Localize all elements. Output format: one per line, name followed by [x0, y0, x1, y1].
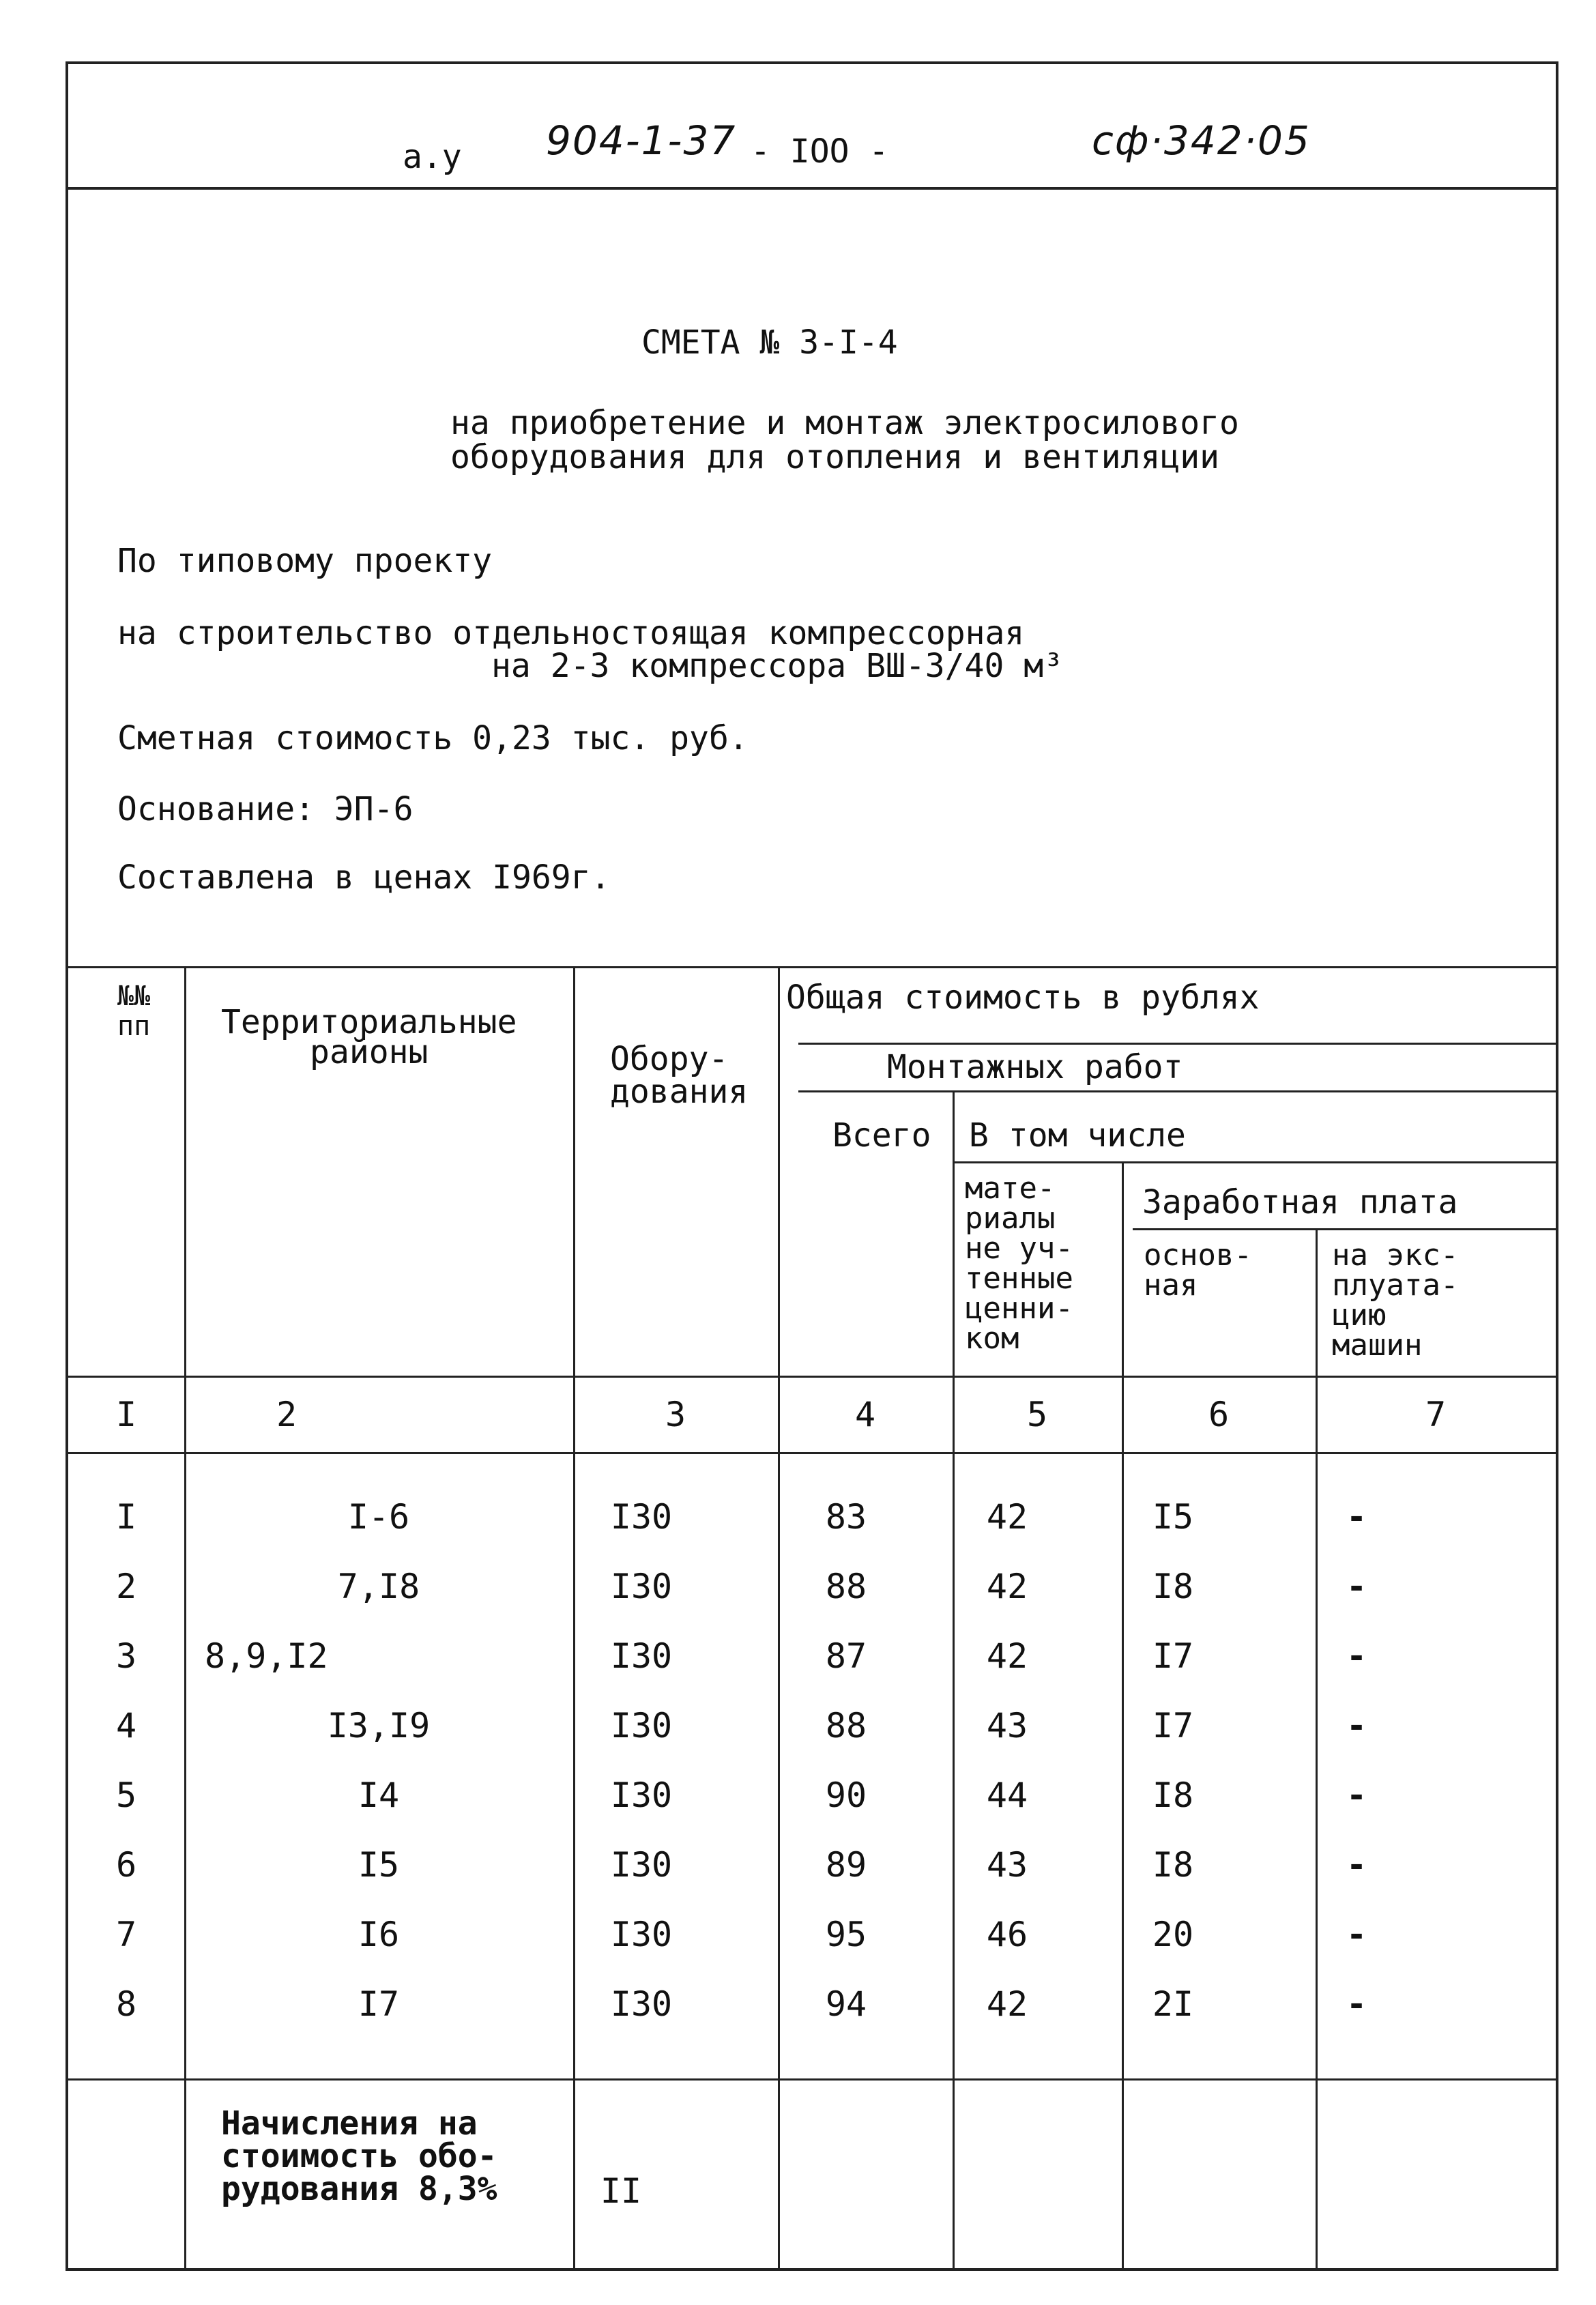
header-materials-line: мате-	[965, 1171, 1056, 1206]
footer-label-line: рудования 8,3%	[221, 2170, 497, 2208]
row-materials: 42	[986, 1984, 1028, 2024]
table-row	[68, 1497, 1556, 1552]
header-num-line: пп	[117, 1011, 151, 1042]
row-total: 90	[825, 1775, 867, 1815]
row-number: I	[115, 1497, 137, 1537]
header-regions-line: районы	[310, 1033, 429, 1071]
rule-under-including	[953, 1161, 1556, 1163]
row-machines: -	[1346, 1567, 1367, 1606]
header-basic-line: основ-	[1144, 1238, 1252, 1273]
rule-column-numbers	[68, 1452, 1556, 1454]
header-machines-line: на экс-	[1332, 1238, 1459, 1273]
header-machines-line: плуата-	[1332, 1268, 1459, 1303]
document-code: сф·342·05	[1092, 117, 1311, 164]
row-number: 7	[115, 1915, 137, 1954]
estimated-cost: Сметная стоимость 0,23 тыс. руб.	[117, 719, 749, 757]
row-number: 5	[115, 1775, 137, 1815]
header-all: Всего	[832, 1116, 931, 1155]
row-total: 87	[825, 1636, 867, 1676]
footer-label	[221, 2104, 497, 2208]
row-equipment: I30	[610, 1706, 673, 1745]
row-basic-salary: I7	[1152, 1706, 1194, 1745]
row-materials: 46	[986, 1915, 1028, 1954]
header-salary: Заработная плата	[1142, 1183, 1458, 1221]
header-equipment-line: Обору-	[610, 1040, 729, 1078]
row-total: 89	[825, 1845, 867, 1885]
table-row	[68, 1567, 1556, 1621]
row-materials: 44	[986, 1775, 1028, 1815]
row-basic-salary: I5	[1152, 1497, 1194, 1537]
header-installation: Монтажных работ	[887, 1048, 1183, 1086]
row-region: 8,9,I2	[205, 1636, 328, 1676]
row-total: 94	[825, 1984, 867, 2024]
row-basic-salary: I8	[1152, 1567, 1194, 1606]
header-prefix: а.у	[403, 138, 462, 176]
table-row	[68, 1845, 1556, 1900]
row-number: 4	[115, 1706, 137, 1745]
header-materials-line: риалы	[965, 1201, 1056, 1236]
header-regions	[221, 1003, 517, 1071]
colnum-4: 4	[854, 1395, 876, 1434]
row-materials: 43	[986, 1706, 1028, 1745]
header-basic-line: ная	[1144, 1268, 1198, 1303]
footer-label-line: стоимость обо-	[221, 2137, 497, 2175]
header-machines-line: машин	[1332, 1328, 1423, 1363]
row-machines: -	[1346, 1984, 1367, 2024]
header-materials	[965, 1171, 1073, 1356]
header-materials-line: ценни-	[965, 1291, 1073, 1326]
footer-equipment: II	[600, 2171, 642, 2211]
header-num-line: №№	[117, 981, 151, 1012]
project-code: 904-1-37	[546, 117, 737, 164]
header-num	[117, 981, 150, 1041]
colnum-3: 3	[665, 1395, 686, 1434]
row-number: 6	[115, 1845, 137, 1885]
header-regions-line: Территориальные	[221, 1003, 517, 1041]
colnum-1: I	[115, 1395, 137, 1434]
row-basic-salary: 20	[1152, 1915, 1194, 1954]
row-materials: 42	[986, 1636, 1028, 1676]
table-row	[68, 1915, 1556, 1969]
rule-under-total	[798, 1043, 1556, 1045]
row-equipment: I30	[610, 1636, 673, 1676]
row-machines: -	[1346, 1775, 1367, 1815]
row-region: I4	[358, 1775, 400, 1815]
table-row	[68, 1636, 1556, 1691]
document-frame	[66, 61, 1558, 2271]
colnum-5: 5	[1026, 1395, 1048, 1434]
row-total: 88	[825, 1567, 867, 1606]
page-number: - IOO -	[751, 132, 889, 171]
colnum-6: 6	[1208, 1395, 1230, 1434]
rule-under-salary	[1133, 1228, 1556, 1230]
row-number: 8	[115, 1984, 137, 2024]
header-materials-line: ком	[965, 1321, 1019, 1356]
row-total: 95	[825, 1915, 867, 1954]
construction-line-2: на 2-3 компрессора ВШ-3/40 м³	[491, 647, 1064, 685]
rule-under-installation	[798, 1090, 1556, 1092]
project-line: По типовому проекту	[117, 542, 493, 580]
row-machines: -	[1346, 1915, 1367, 1954]
header-equipment-line: дования	[610, 1073, 749, 1111]
estimate-subtitle-1: на приобретение и монтаж электросилового	[450, 404, 1239, 442]
header-machines-line: цию	[1332, 1298, 1387, 1333]
row-region: I3,I9	[327, 1706, 431, 1745]
header-machines	[1332, 1238, 1459, 1363]
basis-line: Основание: ЭП-6	[117, 790, 413, 828]
row-equipment: I30	[610, 1567, 673, 1606]
row-equipment: I30	[610, 1915, 673, 1954]
header-materials-line: не уч-	[965, 1231, 1073, 1266]
table-top-rule	[68, 966, 1556, 968]
row-number: 2	[115, 1567, 137, 1606]
row-region: I6	[358, 1915, 400, 1954]
header-materials-line: тенные	[965, 1261, 1073, 1296]
construction-line-1: на строительство отдельностоящая компрессорная	[117, 614, 1025, 652]
prices-line: Составлена в ценах I969г.	[117, 858, 611, 897]
row-machines: -	[1346, 1706, 1367, 1745]
row-basic-salary: I7	[1152, 1636, 1194, 1676]
estimate-subtitle-2: оборудования для отопления и вентиляции	[450, 438, 1220, 476]
row-basic-salary: I8	[1152, 1775, 1194, 1815]
estimate-table	[68, 966, 1556, 2268]
colnum-7: 7	[1425, 1395, 1447, 1434]
header-equipment	[610, 1040, 749, 1111]
row-materials: 42	[986, 1567, 1028, 1606]
row-machines: -	[1346, 1636, 1367, 1676]
header-basic	[1144, 1238, 1252, 1303]
row-region: I-6	[347, 1497, 410, 1537]
row-machines: -	[1346, 1497, 1367, 1537]
row-total: 83	[825, 1497, 867, 1537]
row-region: 7,I8	[337, 1567, 420, 1606]
row-region: I5	[358, 1845, 400, 1885]
row-number: 3	[115, 1636, 137, 1676]
header-including: В том числе	[969, 1116, 1186, 1155]
rule-header-bottom	[68, 1376, 1556, 1378]
table-row	[68, 1706, 1556, 1760]
row-basic-salary: 2I	[1152, 1984, 1194, 2024]
row-machines: -	[1346, 1845, 1367, 1885]
colnum-2: 2	[276, 1395, 298, 1434]
table-row	[68, 1984, 1556, 2039]
rule-before-footer	[68, 2078, 1556, 2081]
row-materials: 43	[986, 1845, 1028, 1885]
document-header	[68, 64, 1556, 190]
footer-label-line: Начисления на	[221, 2104, 478, 2143]
header-total-cost: Общая стоимость в рублях	[786, 978, 1260, 1017]
row-region: I7	[358, 1984, 400, 2024]
table-row	[68, 1775, 1556, 1830]
row-total: 88	[825, 1706, 867, 1745]
row-equipment: I30	[610, 1845, 673, 1885]
row-basic-salary: I8	[1152, 1845, 1194, 1885]
row-equipment: I30	[610, 1775, 673, 1815]
row-equipment: I30	[610, 1497, 673, 1537]
row-equipment: I30	[610, 1984, 673, 2024]
row-materials: 42	[986, 1497, 1028, 1537]
estimate-heading: СМЕТА № 3-I-4	[641, 323, 898, 362]
